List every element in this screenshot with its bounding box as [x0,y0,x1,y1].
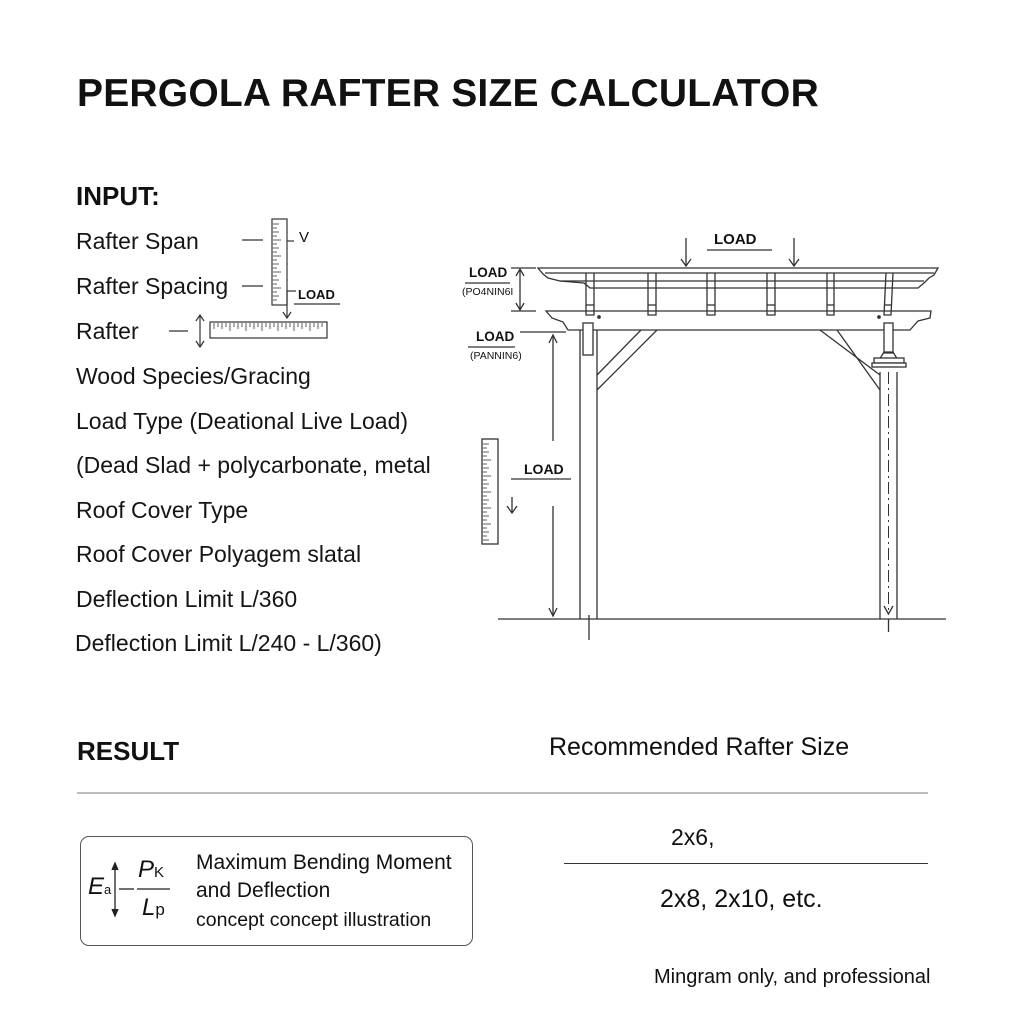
formula-numerator-subscript: K [154,864,165,881]
input-dead-load: (Dead Slad + polycarbonate, metal [76,452,431,478]
diagram-left-load-label-2: LOAD [476,329,515,344]
result-size-primary: 2x6, [671,824,715,850]
diagram-left-load-label-1: LOAD [469,265,508,280]
formula-numerator [138,856,164,884]
input-rafter: Rafter [76,318,139,344]
result-size-divider [564,863,928,864]
input-wood-species: Wood Species/Gracing [76,363,311,389]
diagram-mid-load-label: LOAD [524,461,564,477]
input-roof-cover-poly: Roof Cover Polyagem slatal [76,541,362,567]
diagram-left-load-sub-2: (PANNIN6) [470,350,522,362]
recommended-rafter-size-label: Recommended Rafter Size [549,733,850,761]
diagram-left-load-sub-1: (PO4NIN6I [462,286,514,298]
result-size-secondary: 2x8, 2x10, etc. [660,885,823,913]
disclaimer-text: Mingram only, and professional [654,966,931,988]
input-rafter-span: Rafter Span [76,228,199,254]
concept-line-1: Maximum Bending Moment [196,851,452,874]
result-heading: RESULT [77,736,180,766]
diagram-top-load-label: LOAD [714,231,757,248]
formula-lhs-subscript: a [104,882,112,897]
formula-denominator [142,894,165,922]
input-heading: INPUT: [76,181,160,211]
formula-lhs [88,873,111,901]
ruler-label-v: V [299,229,310,246]
concept-line-2: and Deflection [196,879,331,902]
page-title: PERGOLA RAFTER SIZE CALCULATOR [77,72,819,115]
formula-denominator-symbol: L [142,894,156,921]
formula-denominator-subscript: p [155,900,165,919]
input-load-type: Load Type (Deational Live Load) [76,408,409,434]
formula-lhs-symbol: E [88,873,105,900]
formula-numerator-symbol: P [138,856,155,883]
input-rafter-spacing: Rafter Spacing [76,273,229,299]
result-divider [77,792,928,794]
input-roof-cover-type: Roof Cover Type [76,497,249,523]
concept-line-3: concept concept illustration [196,909,432,931]
ruler-label-load: LOAD [298,287,335,302]
input-deflection-limit-range: Deflection Limit L/240 - L/360) [75,630,382,656]
input-deflection-limit-360: Deflection Limit L/360 [76,586,298,612]
